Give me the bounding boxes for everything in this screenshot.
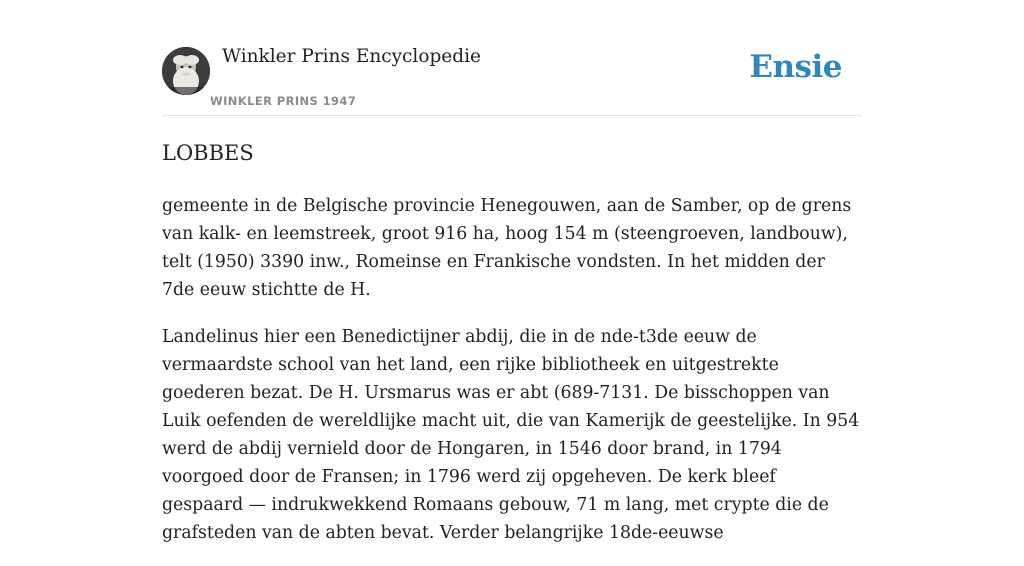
bearded-man-portrait-icon [162,47,210,95]
site-subtitle[interactable]: WINKLER PRINS 1947 [210,94,357,108]
entry-title: LOBBES [162,141,254,165]
page-container [162,0,862,543]
site-header [162,0,862,116]
brand-logo-link[interactable]: Ensie [749,49,842,85]
article-paragraph: gemeente in de Belgische provincie Henegouwen, aan de Samber, op de grens van kalk- en leemstreek, groot 916 ha, hoog 154 m (steengroeven, landbouw), telt (1950) 3390 inw., Romeinse en Frankische vondsten. In het midden der 7de eeuw stichtte de H. [162,196,852,300]
site-title[interactable]: Winkler Prins Encyclopedie [222,46,481,67]
article-body [162,192,862,566]
avatar[interactable] [162,47,210,95]
article-paragraph: Landelinus hier een Benedictijner abdij, die in de nde-t3de eeuw de vermaardste school van het land, een rijke bibliotheek en uitgestrekte goederen bezat. De H. Ursmarus was er abt (689-7131. De bisschoppen van Luik oefenden de wereldlijke macht uit, die van Kamerijk de geestelijke. In 954 werd de abdij vernield door de Hongaren, in 1546 door brand, in 1794 voorgoed door de Fransen; in 1796 werd zij opgeheven. De kerk bleef gespaard — indrukwekkend Romaans gebouw, 71 m lang, met crypte die de grafsteden van de abten bevat. Verder belangrijke 18de-eeuwse [162,327,860,543]
